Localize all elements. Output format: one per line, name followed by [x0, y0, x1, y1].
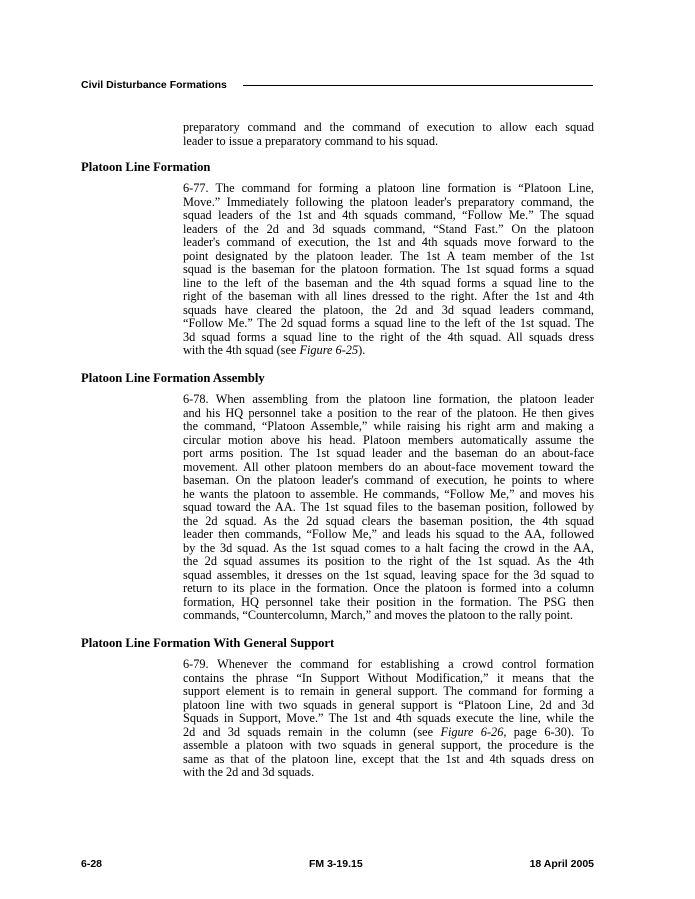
text-line: squad leaders of the 1st and 4th squads command, “Follow Me.” The squad: [183, 208, 594, 222]
text-line: support element is to remain in general support. The command for forming a: [183, 684, 594, 698]
text-line: the 2d squad assumes its position to the right of the 1st squad. As the 4th: [183, 554, 594, 568]
text-segment: with the 4th squad (see: [183, 343, 300, 357]
footer-manual: FM 3-19.15: [309, 858, 363, 870]
text-line: Squads in Support, Move.” The 1st and 4th squads execute the line, while the: [183, 711, 594, 725]
text-line: the 2d squad. As the 2d squad clears the baseman position, the 4th squad: [183, 513, 594, 528]
text-line: return to its place in the formation. Once the platoon is formed into a column: [183, 581, 594, 595]
text-line: leader's command of execution, the 1st and 4th squads move forward to the: [183, 235, 594, 249]
text-line: with the 2d and 3d squads.: [183, 765, 315, 779]
text-line: platoon line with two squads in general support is “Platoon Line, 2d and 3d: [183, 697, 594, 712]
text-line: contains the phrase “In Support Without Modification,” it means that the: [183, 670, 594, 685]
text-line: leader to issue a preparatory command to his squad.: [183, 133, 439, 148]
text-line: baseman. On the platoon leader's command of execution, he points to where: [183, 473, 594, 487]
text-line: preparatory command and the command of execution to allow each squad: [183, 120, 594, 134]
text-segment: ).: [358, 343, 366, 357]
paragraph-6-77: [183, 182, 594, 358]
section-heading-platoon-line-formation: Platoon Line Formation: [81, 160, 211, 174]
intro-paragraph: [183, 121, 594, 148]
text-line: point designated by the platoon leader. The 1st A team member of the 1st: [183, 248, 594, 263]
text-line: 6-79. Whenever the command for establishing a crowd control formation: [183, 657, 594, 671]
text-line: [183, 726, 594, 740]
text-segment: 2d and 3d squads remain in the column (see: [183, 724, 441, 739]
text-line: 3d squad forms a squad line to the right of the 4th squad. All squads dress: [183, 329, 594, 344]
text-line: [183, 344, 594, 358]
text-line: squad assembles, it dresses on the 1st squad, leaving space for the 3d squad to: [183, 567, 594, 582]
text-line: leaders of the 2d and 3d squads command, “Stand Fast.” On the platoon: [183, 221, 594, 236]
text-line: squad toward the AA. The 1st squad files to the baseman position, followed by: [183, 500, 594, 514]
text-line: he wants the platoon to assemble. He commands, “Follow Me,” and moves his: [183, 486, 594, 501]
text-line: line to the left of the baseman and the 4th squad forms a squad line to the: [183, 275, 594, 290]
text-line: formation, HQ personnel take their position in the formation. The PSG then: [183, 594, 594, 609]
text-line: 6-78. When assembling from the platoon line formation, the platoon leader: [183, 392, 594, 406]
text-line: “Follow Me.” The 2d squad forms a squad line to the left of the 1st squad. The: [183, 316, 594, 330]
text-line: Move.” Immediately following the platoon leader's preparatory command, the: [183, 194, 594, 209]
text-line: by the 3d squad. As the 1st squad comes to a halt facing the crowd in the AA,: [183, 540, 594, 555]
text-line: the command, “Platoon Assemble,” while raising his right arm and making a: [183, 419, 594, 433]
text-line: circular motion above his head. Platoon members automatically assume the: [183, 432, 594, 447]
paragraph-6-79: [183, 658, 594, 780]
figure-reference-link[interactable]: Figure 6-26,: [440, 724, 507, 739]
header-title: Civil Disturbance Formations: [81, 79, 227, 91]
section-heading-general-support: Platoon Line Formation With General Support: [81, 636, 335, 650]
text-line: right of the baseman with all lines dressed to the right. After the 1st and 4th: [183, 289, 594, 303]
running-header: [81, 78, 593, 92]
text-line: 6-77. The command for forming a platoon line formation is “Platoon Line,: [183, 181, 594, 195]
text-line: leader then commands, “Follow Me,” and leads his squad to the AA, followed: [183, 527, 594, 541]
text-line: same as that of the platoon line, except that the 1st and 4th squads dress on: [183, 751, 594, 766]
text-segment: page 6-30). To: [506, 724, 594, 739]
figure-reference-link[interactable]: Figure 6-25: [299, 343, 359, 357]
text-line: movement. All other platoon members do an about-face movement toward the: [183, 459, 594, 474]
footer-page-number: 6-28: [81, 858, 103, 870]
footer-date: 18 April 2005: [529, 858, 594, 870]
text-line: and his HQ personnel take a position to the rear of the platoon. He then gives: [183, 405, 594, 420]
text-line: commands, “Countercolumn, March,” and moves the platoon to the rally point.: [183, 608, 573, 622]
paragraph-6-78: [183, 393, 594, 623]
text-line: assemble a platoon with two squads in general support, the procedure is the: [183, 738, 594, 752]
text-line: squad is the baseman for the platoon formation. The 1st squad forms a squad: [183, 262, 594, 276]
text-line: port arms position. The 1st squad leader and the baseman do an about-face: [183, 446, 594, 460]
text-line: squads have cleared the platoon, the 2d and 3d squad leaders command,: [183, 302, 594, 317]
header-rule: [243, 85, 593, 86]
section-heading-platoon-line-formation-assembly: Platoon Line Formation Assembly: [81, 371, 265, 385]
